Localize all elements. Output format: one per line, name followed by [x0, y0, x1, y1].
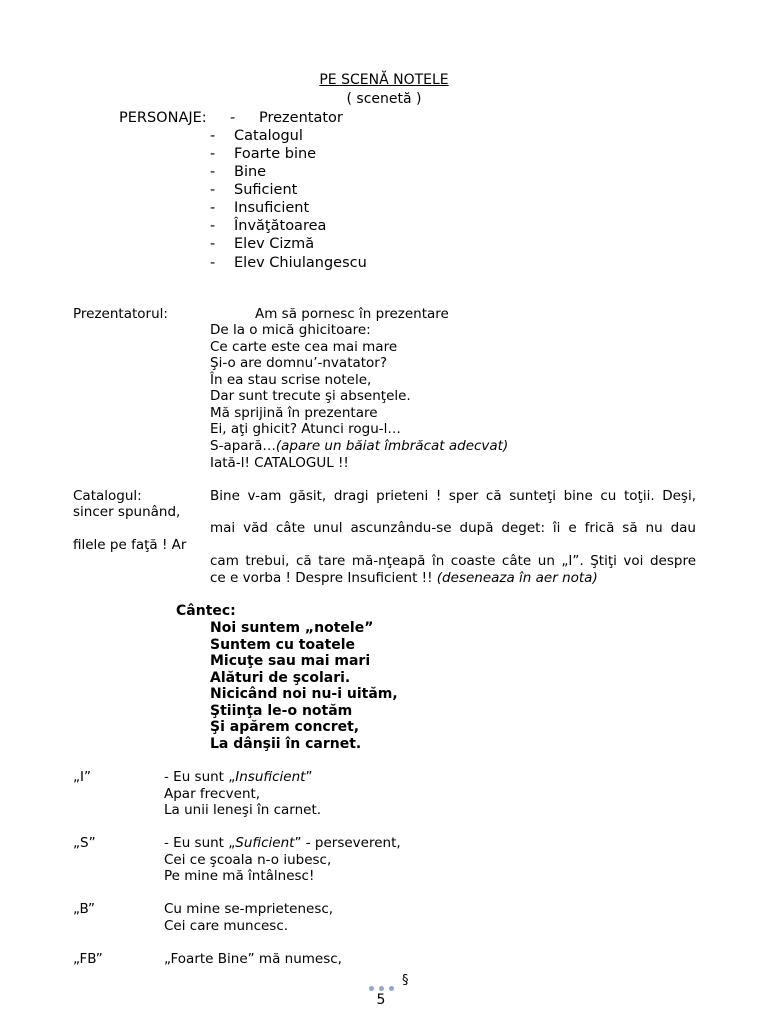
page-number: 5 [376, 992, 386, 1008]
prose-text: ce e vorba ! Despre Insuficient !! [210, 570, 433, 586]
stage-direction: (apare un băiat îmbrăcat adecvat) [275, 438, 509, 454]
note-line: Apar frecvent, [164, 786, 261, 802]
cast-dash: - [210, 200, 216, 216]
section-symbol: § [402, 973, 409, 988]
note-line [164, 769, 312, 786]
speaker-label-continued: sincer spunând, [73, 504, 181, 520]
cast-dash: - [210, 255, 216, 271]
stage-direction: (deseneaza în aer nota) [436, 570, 598, 586]
song-line: Şi apărem concret, [210, 719, 360, 735]
note-label: „I” [73, 769, 91, 785]
verse-line: Iată-l! CATALOGUL !! [210, 455, 349, 471]
cast-dash: - [210, 182, 216, 198]
speaker-label: Catalogul: [73, 488, 142, 504]
cast-dash: - [210, 146, 216, 162]
note-label: „FB” [73, 951, 103, 967]
cast-dash: - [210, 218, 216, 234]
note-text: - Eu sunt „ [164, 835, 236, 851]
note-line: Cei care muncesc. [164, 918, 289, 934]
song-line: Alături de şcolari. [210, 670, 351, 686]
song-title: Cântec: [176, 603, 236, 619]
cast-member: Foarte bine [234, 146, 317, 162]
verse-text: S-apară… [210, 438, 276, 454]
note-grade: Suficient [235, 835, 295, 851]
verse-line: Am să pornesc în prezentare [255, 306, 449, 322]
note-text: - Eu sunt „ [164, 769, 236, 785]
note-text: ” - perseverent, [294, 835, 401, 851]
prose-line: Bine v-am găsit, dragi prieteni ! sper că sunteţi bine cu toţii. Deşi, [210, 488, 696, 504]
note-line: La unii leneşi în carnet. [164, 802, 322, 818]
note-label: „S” [73, 835, 96, 851]
prose-wrap: filele pe faţă ! Ar [73, 537, 187, 553]
page-title: PE SCENĂ NOTELE [319, 72, 449, 88]
note-line: Pe mine mă întâlnesc! [164, 868, 315, 884]
cast-member: Insuficient [234, 200, 310, 216]
note-line: Cu mine se-mprietenesc, [164, 901, 334, 917]
note-grade: Insuficient [235, 769, 306, 785]
cast-dash: - [230, 110, 236, 126]
verse-line: Şi-o are domnu’-nvatator? [210, 355, 388, 371]
song-line: Nicicând noi nu-i uităm, [210, 686, 398, 702]
note-line: „Foarte Bine” mă numesc, [164, 951, 342, 967]
song-line: Micuţe sau mai mari [210, 653, 371, 669]
cast-member: Catalogul [234, 128, 303, 144]
song-line: Noi suntem „notele” [210, 620, 374, 636]
song-line: La dânşii în carnet. [210, 736, 362, 752]
cast-member: Prezentator [259, 110, 343, 126]
page-dots-icon [369, 986, 394, 991]
song-line: Ştiinţa le-o notăm [210, 703, 353, 719]
cast-dash: - [210, 236, 216, 252]
verse-line: În ea stau scrise notele, [210, 372, 372, 388]
cast-member: Bine [234, 164, 267, 180]
verse-line: Ce carte este cea mai mare [210, 339, 398, 355]
note-line [164, 835, 401, 852]
verse-line: Mă sprijină în prezentare [210, 405, 378, 421]
prose-line: cam trebui, că tare mă-nţeapă în coaste câte un „I”. Ştiţi voi despre [210, 553, 696, 569]
cast-dash: - [210, 128, 216, 144]
cast-member: Elev Cizmă [234, 236, 315, 252]
verse-line: Ei, aţi ghicit? Atunci rogu-l… [210, 421, 401, 437]
cast-dash: - [210, 164, 216, 180]
cast-member: Suficient [234, 182, 298, 198]
prose-line: mai văd câte unul ascunzându-se după deget: îi e frică să nu dau [210, 520, 696, 536]
speaker-label: Prezentatorul: [73, 306, 168, 322]
song-line: Suntem cu toatele [210, 637, 356, 653]
verse-line: Dar sunt trecute şi absenţele. [210, 388, 411, 404]
prose-line [210, 570, 598, 587]
cast-label: PERSONAJE: [119, 110, 207, 126]
cast-member: Învăţătoarea [234, 218, 327, 234]
note-text: ” [305, 769, 313, 785]
note-label: „B” [73, 901, 96, 917]
verse-line [210, 438, 508, 455]
verse-line: De la o mică ghicitoare: [210, 322, 371, 338]
note-line: Cei ce şcoala n-o iubesc, [164, 852, 332, 868]
cast-member: Elev Chiulangescu [234, 255, 367, 271]
page-subtitle: ( scenetă ) [346, 91, 422, 107]
